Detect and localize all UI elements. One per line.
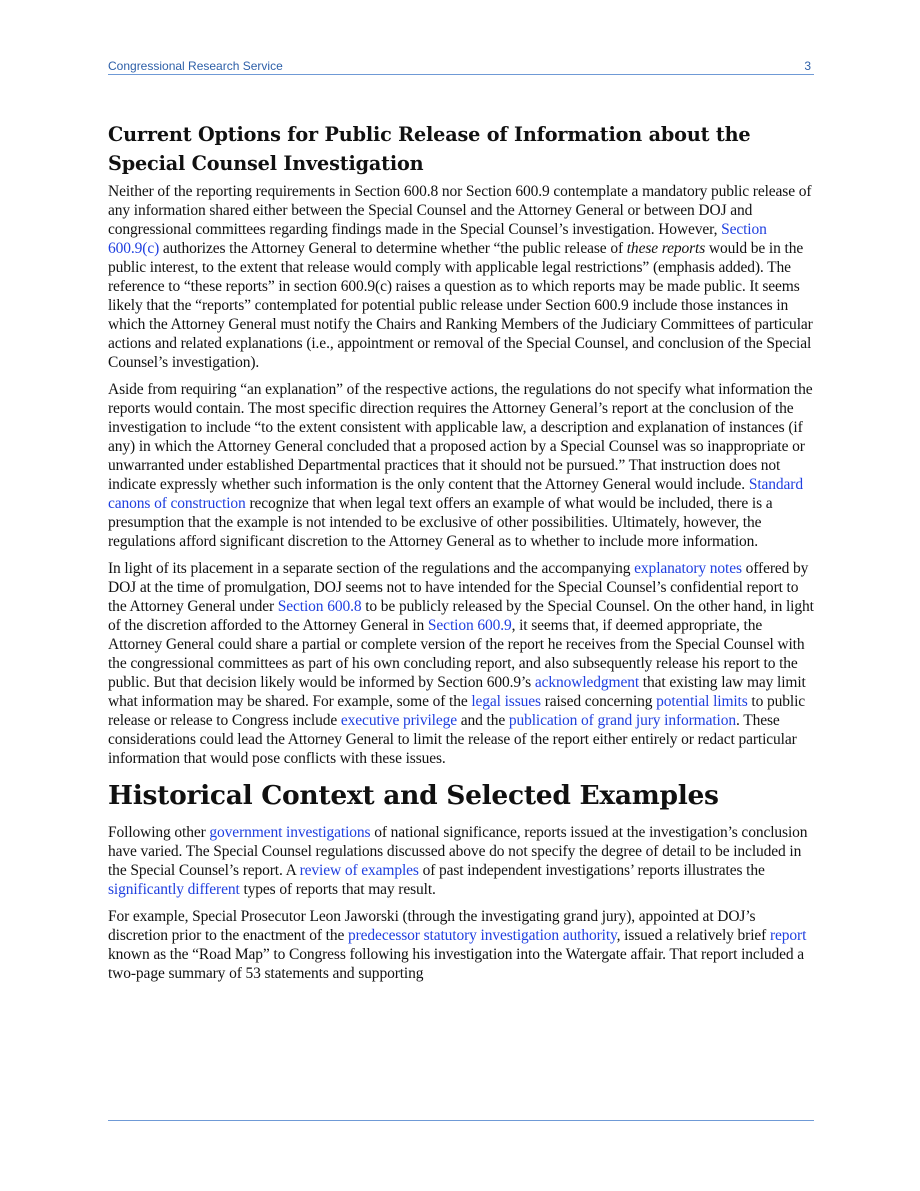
hyperlink[interactable]: publication of grand jury information [508, 712, 737, 729]
hyperlink[interactable]: acknowledgment [534, 674, 640, 691]
hyperlink[interactable]: significantly different [108, 881, 240, 898]
text-run: Neither of the reporting requirements in Section 600.8 nor Section 600.9 contemplate a mandatory public release of any information shared either between the Special Counsel and the Attorney General or between DOJ and congressional committees regarding findings made in the Special Counsel’s investigation. However, [108, 183, 812, 238]
text-run: of past independent investigations’ reports illustrates the [418, 862, 765, 879]
header-organization: Congressional Research Service [108, 59, 283, 73]
text-run: and the [456, 712, 509, 729]
paragraph [108, 182, 816, 372]
footer-rule [108, 1120, 814, 1121]
header-rule [108, 74, 814, 75]
paragraph [108, 823, 816, 899]
hyperlink[interactable]: Section 600.8 [277, 598, 362, 615]
page-number: 3 [804, 59, 811, 73]
text-run: types of reports that may result. [239, 881, 436, 898]
paragraph [108, 559, 816, 768]
text-run: , issued a relatively brief [616, 927, 770, 944]
hyperlink[interactable]: government investigations [209, 824, 371, 841]
text-run: of national significance, reports issued at the investigation’s conclusion have varied. The Special Counsel regulations discussed above do not specify the degree of detail to be included in the Special Counsel’s report. A [108, 824, 808, 879]
text-run: raised concerning [540, 693, 657, 710]
hyperlink[interactable]: explanatory notes [634, 560, 742, 577]
page-header [108, 59, 813, 75]
text-run: to public release or release to Congress include [108, 693, 806, 729]
text-run: that existing law may limit what information may be shared. For example, some of the [108, 674, 806, 710]
text-run: . These considerations could lead the Attorney General to limit the release of the report either entirely or redact particular information that would pose conflicts with these issues. [108, 712, 797, 767]
section-release-options-body [108, 182, 816, 768]
paragraph [108, 907, 816, 983]
section-historical-context-body [108, 823, 816, 983]
page-content [108, 120, 816, 991]
text-run: authorizes the Attorney General to determine whether “the public release of [159, 240, 627, 257]
text-run: would be in the public interest, to the extent that release would comply with applicable legal restrictions” (emphasis added). The reference to “these reports” in section 600.9(c) raises a question as to which reports may be made public. It seems likely that the “reports” contemplated for potential public release under Section 600.9 include those instances in which the Attorney General must notify the Chairs and Ranking Members of the Judiciary Committees of particular actions and related explanations (i.e., appointment or removal of the Special Counsel, and conclusion of the Special Counsel’s investigation). [108, 240, 813, 371]
hyperlink[interactable]: report [769, 927, 807, 944]
text-run: to be publicly released by the Special Counsel. On the other hand, in light of the discretion afforded to the Attorney General in [108, 598, 814, 634]
hyperlink[interactable]: legal issues [471, 693, 541, 710]
text-run: , it seems that, if deemed appropriate, the Attorney General could share a partial or complete version of the report he receives from the Special Counsel with the congressional committees as part of his own concluding report, and also subsequently release his report to the public. But that decision likely would be informed by Section 600.9’s [108, 617, 805, 691]
hyperlink[interactable]: Standard canons of construction [108, 476, 803, 512]
hyperlink[interactable]: Section 600.9(c) [108, 221, 767, 257]
hyperlink[interactable]: predecessor statutory investigation authority [348, 927, 617, 944]
text-run: recognize that when legal text offers an example of what would be included, there is a presumption that the example is not intended to be exclusive of other possibilities. Ultimately, however, the regulations afford significant discretion to the Attorney General as to whether to include more information. [108, 495, 773, 550]
section-heading-release-options: Current Options for Public Release of Information about the Special Counsel Investigation [108, 123, 751, 175]
emphasized-text: these reports [626, 240, 706, 257]
text-run: Aside from requiring “an explanation” of the respective actions, the regulations do not specify what information the reports would contain. The most specific direction requires the Attorney General’s report at the conclusion of the investigation to include “to the extent consistent with applicable law, a description and explanation of instances (if any) in which the Attorney General concluded that a proposed action by a Special Counsel was so inappropriate or unwarranted under established Departmental practices that it should not be pursued.” That instruction does not indicate expressly whether such information is the only content that the Attorney General would include. [108, 381, 813, 493]
section-heading-historical-context: Historical Context and Selected Examples [108, 780, 719, 811]
paragraph [108, 380, 816, 551]
text-run: In light of its placement in a separate section of the regulations and the accompanying [108, 560, 635, 577]
text-run: offered by DOJ at the time of promulgation, DOJ seems not to have intended for the Special Counsel’s confidential report to the Attorney General under [108, 560, 809, 615]
text-run: For example, Special Prosecutor Leon Jaworski (through the investigating grand jury), appointed at DOJ’s discretion prior to the enactment of the [108, 908, 756, 944]
hyperlink[interactable]: executive privilege [340, 712, 457, 729]
text-run: Following other [108, 824, 210, 841]
hyperlink[interactable]: potential limits [656, 693, 748, 710]
hyperlink[interactable]: review of examples [299, 862, 419, 879]
text-run: known as the “Road Map” to Congress following his investigation into the Watergate affair. That report included a two-page summary of 53 statements and supporting [108, 946, 805, 982]
hyperlink[interactable]: Section 600.9 [427, 617, 512, 634]
